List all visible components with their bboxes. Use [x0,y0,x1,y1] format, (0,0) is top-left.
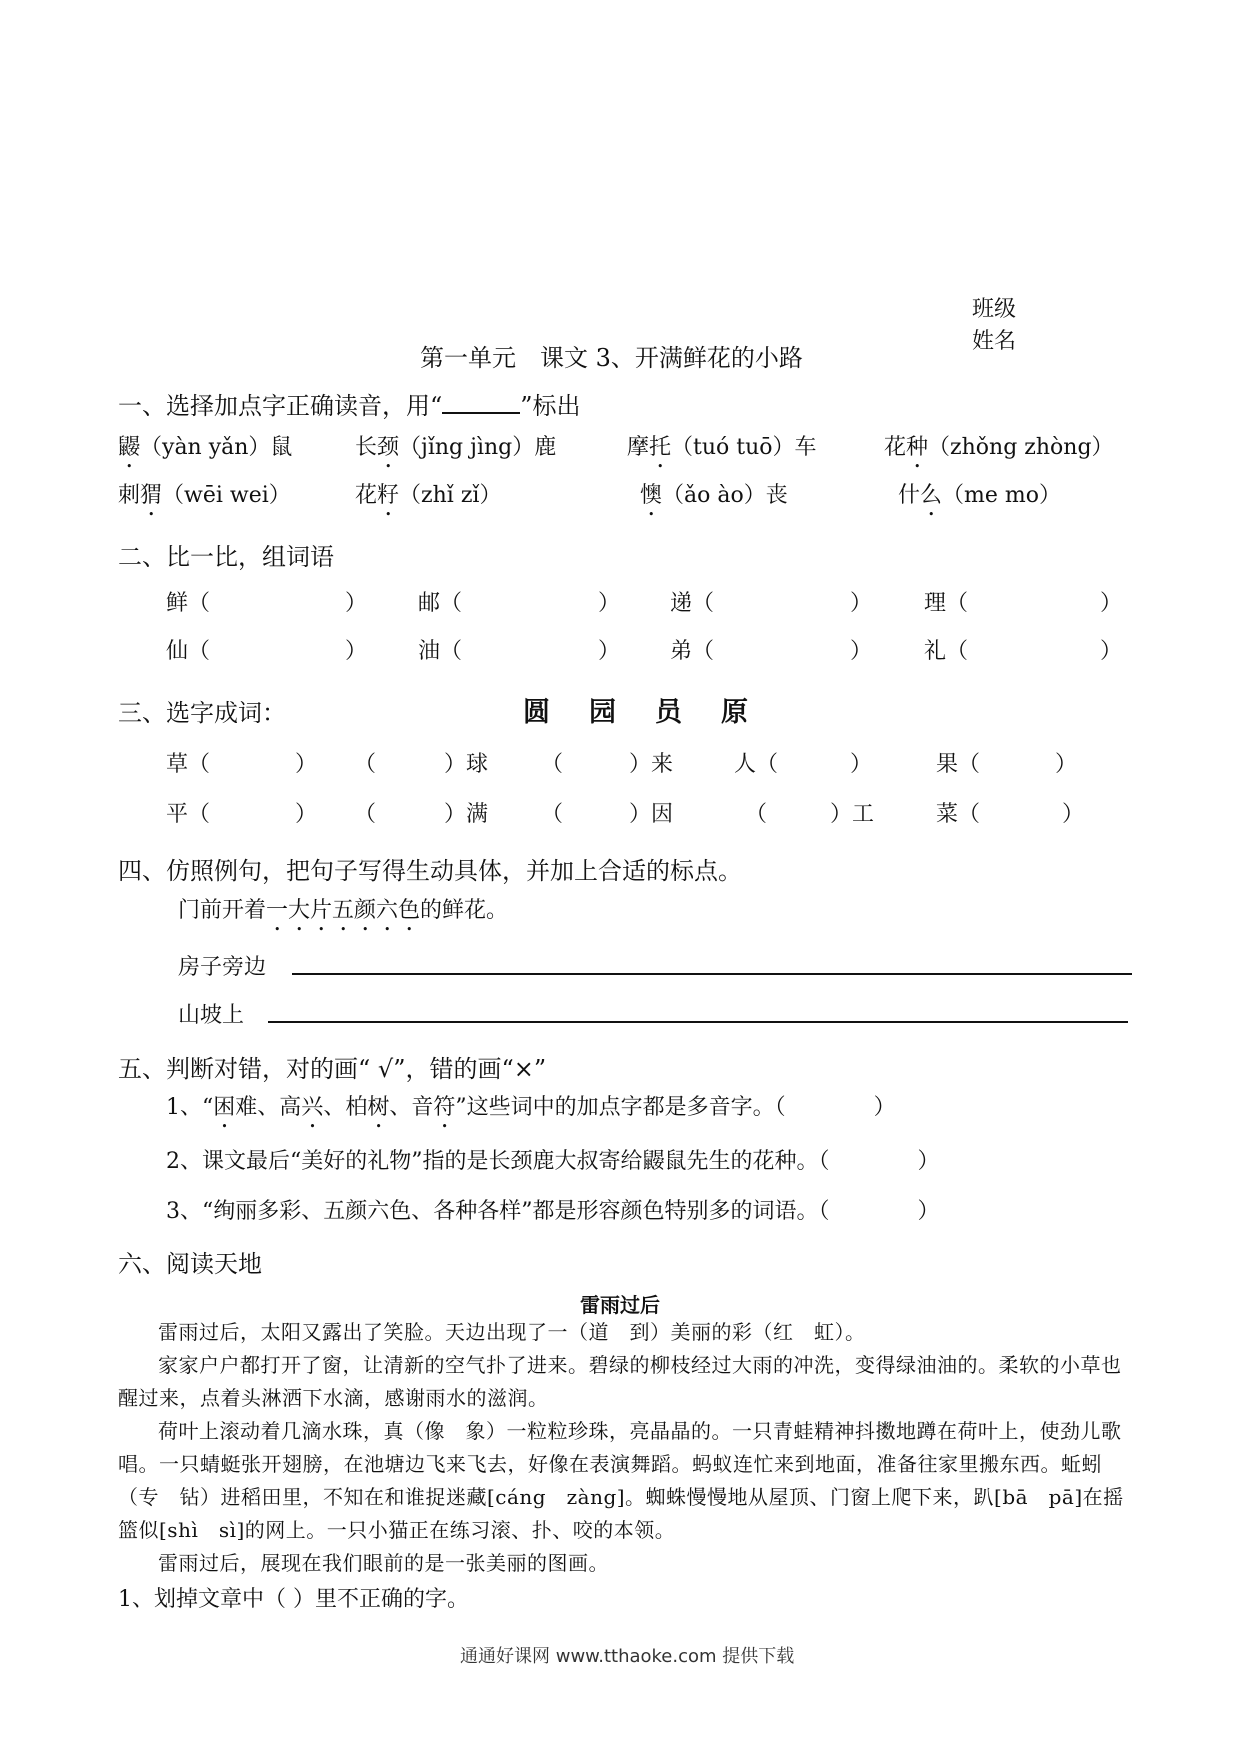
fill-blank: 平（ [166,802,211,827]
fill-blank: ） [850,752,873,777]
pinyin-item: 摩托（tuó tuō）车 [627,435,817,460]
word-blank: 邮（ [418,591,463,616]
blank-close: ） [850,639,873,664]
char-choices: 圆 园 员 原 [523,697,754,728]
example-sentence: 门前开着一大片五颜六色的鲜花。 [178,898,509,923]
fill-blank: ） [1062,802,1085,827]
answer-line-1[interactable] [292,973,1132,975]
passage-paragraph-4: 雷雨过后，展现在我们眼前的是一张美丽的图画。 [158,1551,609,1575]
fill-blank: （ [745,802,768,827]
fill-blank: （ [354,752,377,777]
word-blank: 理（ [924,591,969,616]
section5-heading: 五、判断对错，对的画“ √”，错的画“×” [118,1055,547,1083]
answer-line-2[interactable] [268,1021,1128,1023]
fill-blank: 草（ [166,752,211,777]
blank-close: ） [850,591,873,616]
blank-close: ） [1100,639,1123,664]
blank-close: ） [1100,591,1123,616]
blank-close: ） [598,639,621,664]
word-blank: 油（ [418,639,463,664]
fill-blank: （ [541,802,564,827]
passage-title: 雷雨过后 [580,1293,660,1317]
fill-blank: （ [354,802,377,827]
section4-heading: 四、仿照例句，把句子写得生动具体，并加上合适的标点。 [118,857,742,885]
mark-underline [442,394,520,414]
fill-blank: ）来 [629,752,674,777]
name-label: 姓名 [972,329,1017,354]
word-blank: 弟（ [670,639,715,664]
line1-label: 房子旁边 [178,955,267,980]
pinyin-item: 花种（zhǒng zhòng） [884,435,1114,460]
fill-blank: ）因 [629,802,674,827]
word-blank: 递（ [670,591,715,616]
passage-paragraph-1: 雷雨过后，太阳又露出了笑脸。天边出现了一（道 到）美丽的彩（红 虹）。 [158,1320,866,1344]
word-blank: 鲜（ [166,591,211,616]
section1-heading: 一、选择加点字正确读音，用“ ”标出 [118,392,581,420]
word-blank: 仙（ [166,639,211,664]
pinyin-item: 懊（ǎo ào）丧 [640,483,788,508]
fill-blank: ） [1055,752,1078,777]
fill-blank: 果（ [936,752,981,777]
fill-blank: 菜（ [936,802,981,827]
fill-blank: （ [541,752,564,777]
passage-paragraph-2: 家家户户都打开了窗，让清新的空气扑了进来。碧绿的柳枝经过大雨的冲洗，变得绿油油的。柔软的小草也醒过来，点着头淋洒下水滴，感谢雨水的滋润。 [118,1353,1122,1410]
blank-close: ） [598,591,621,616]
blank-close: ） [345,591,368,616]
blank-close: ） [345,639,368,664]
pinyin-item: 刺猬（wēi wei） [118,483,291,508]
line2-label: 山坡上 [178,1003,245,1028]
page-title: 第一单元 课文 3、开满鲜花的小路 [420,344,803,372]
pinyin-item: 鼹（yàn yǎn）鼠 [118,435,293,460]
passage-paragraph-3: 荷叶上滚动着几滴水珠，真（像 象）一粒粒珍珠，亮晶晶的。一只青蛙精神抖擞地蹲在荷叶上，使劲儿歌唱。一只蜻蜓张开翅膀，在池塘边飞来飞去，好像在表演舞蹈。蚂蚁连忙来到地面，准备往家里搬东西。蚯蚓（专 钻）进稻田里，不知在和谁捉迷藏[cáng zàng]。蜘蛛慢慢地从屋顶、门窗上爬下来，趴[bā pā]在摇篮似[shì sì]的网上。一只小猫正在练习滚、扑、咬的本领。 [118,1419,1124,1542]
fill-blank: ）球 [444,752,489,777]
fill-blank: 人（ [734,752,779,777]
fill-blank: ）工 [830,802,875,827]
fill-blank: ） [295,752,318,777]
judge-item-2: 2、课文最后“美好的礼物”指的是长颈鹿大叔寄给鼹鼠先生的花种。（ ） [166,1149,940,1174]
pinyin-item: 什么（me mo） [898,483,1062,508]
question-1: 1、划掉文章中（ ）里不正确的字。 [118,1587,469,1612]
section6-heading: 六、阅读天地 [118,1250,262,1278]
section2-heading: 二、比一比，组词语 [118,543,334,571]
judge-item-3: 3、“绚丽多彩、五颜六色、各种各样”都是形容颜色特别多的词语。（ ） [166,1199,940,1224]
word-blank: 礼（ [924,639,969,664]
section3-heading: 三、选字成词： [118,699,286,727]
fill-blank: ）满 [444,802,489,827]
pinyin-item: 长颈（jǐng jìng）鹿 [355,435,557,460]
fill-blank: ） [295,802,318,827]
footer-text: 通通好课网 www.tthaoke.com 提供下载 [460,1646,795,1667]
pinyin-item: 花籽（zhǐ zǐ） [355,483,502,508]
class-label: 班级 [972,297,1017,322]
judge-item-1: 1、“困难、高兴、柏树、音符”这些词中的加点字都是多音字。（ ） [166,1095,896,1120]
